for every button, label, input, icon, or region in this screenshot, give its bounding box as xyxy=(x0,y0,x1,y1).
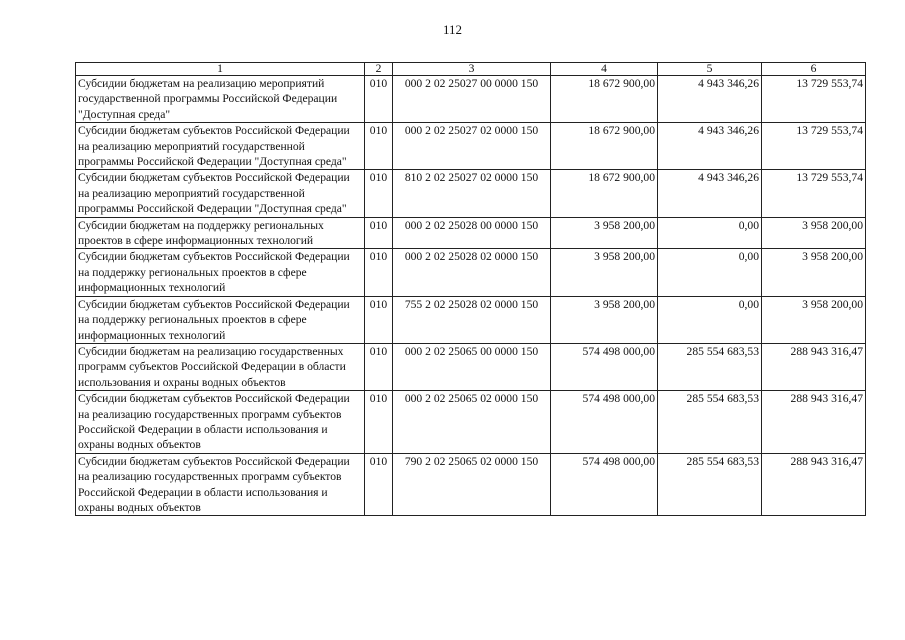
column-header-3: 3 xyxy=(393,63,551,76)
column-header-6: 6 xyxy=(762,63,866,76)
row-approved: 18 672 900,00 xyxy=(551,123,658,170)
row-executed: 285 554 683,53 xyxy=(658,391,762,454)
row-remaining: 13 729 553,74 xyxy=(762,76,866,123)
row-classification-code: 000 2 02 25028 00 0000 150 xyxy=(393,217,551,249)
table-row xyxy=(76,123,866,170)
table-row xyxy=(76,249,866,296)
row-code: 010 xyxy=(365,76,393,123)
row-classification-code: 000 2 02 25027 00 0000 150 xyxy=(393,76,551,123)
row-remaining: 3 958 200,00 xyxy=(762,249,866,296)
row-classification-code: 755 2 02 25028 02 0000 150 xyxy=(393,296,551,343)
row-name: Субсидии бюджетам субъектов Российской Федерации на реализацию мероприятий государственной программы Российской Федерации "Доступная среда" xyxy=(76,123,365,170)
row-code: 010 xyxy=(365,123,393,170)
row-name: Субсидии бюджетам субъектов Российской Федерации на поддержку региональных проектов в сфере информационных технологий xyxy=(76,296,365,343)
row-executed: 4 943 346,26 xyxy=(658,76,762,123)
row-classification-code: 000 2 02 25065 00 0000 150 xyxy=(393,343,551,390)
row-executed: 0,00 xyxy=(658,217,762,249)
row-approved: 18 672 900,00 xyxy=(551,170,658,217)
row-executed: 0,00 xyxy=(658,296,762,343)
row-executed: 4 943 346,26 xyxy=(658,170,762,217)
row-name: Субсидии бюджетам субъектов Российской Федерации на поддержку региональных проектов в сфере информационных технологий xyxy=(76,249,365,296)
row-approved: 574 498 000,00 xyxy=(551,391,658,454)
row-executed: 4 943 346,26 xyxy=(658,123,762,170)
row-name: Субсидии бюджетам субъектов Российской Федерации на реализацию государственных программ субъектов Российской Федерации в области использования и охраны водных объектов xyxy=(76,453,365,516)
column-header-5: 5 xyxy=(658,63,762,76)
row-code: 010 xyxy=(365,391,393,454)
row-executed: 0,00 xyxy=(658,249,762,296)
table-header-row xyxy=(76,63,866,76)
row-remaining: 13 729 553,74 xyxy=(762,170,866,217)
row-classification-code: 810 2 02 25027 02 0000 150 xyxy=(393,170,551,217)
row-name: Субсидии бюджетам на реализацию мероприятий государственной программы Российской Федерации "Доступная среда" xyxy=(76,76,365,123)
table-row xyxy=(76,76,866,123)
row-code: 010 xyxy=(365,249,393,296)
table-row xyxy=(76,343,866,390)
row-remaining: 288 943 316,47 xyxy=(762,453,866,516)
row-classification-code: 000 2 02 25027 02 0000 150 xyxy=(393,123,551,170)
row-name: Субсидии бюджетам субъектов Российской Федерации на реализацию мероприятий государственной программы Российской Федерации "Доступная среда" xyxy=(76,170,365,217)
row-approved: 574 498 000,00 xyxy=(551,343,658,390)
row-remaining: 288 943 316,47 xyxy=(762,391,866,454)
row-approved: 574 498 000,00 xyxy=(551,453,658,516)
row-classification-code: 000 2 02 25065 02 0000 150 xyxy=(393,391,551,454)
column-header-2: 2 xyxy=(365,63,393,76)
row-approved: 18 672 900,00 xyxy=(551,76,658,123)
row-classification-code: 790 2 02 25065 02 0000 150 xyxy=(393,453,551,516)
row-approved: 3 958 200,00 xyxy=(551,249,658,296)
row-name: Субсидии бюджетам субъектов Российской Федерации на реализацию государственных программ субъектов Российской Федерации в области использования и охраны водных объектов xyxy=(76,391,365,454)
row-remaining: 3 958 200,00 xyxy=(762,296,866,343)
row-remaining: 13 729 553,74 xyxy=(762,123,866,170)
row-code: 010 xyxy=(365,217,393,249)
table-row xyxy=(76,453,866,516)
budget-table xyxy=(75,62,866,516)
column-header-4: 4 xyxy=(551,63,658,76)
row-approved: 3 958 200,00 xyxy=(551,217,658,249)
column-header-1: 1 xyxy=(76,63,365,76)
table-row xyxy=(76,296,866,343)
row-remaining: 3 958 200,00 xyxy=(762,217,866,249)
table-row xyxy=(76,170,866,217)
row-name: Субсидии бюджетам на поддержку региональных проектов в сфере информационных технологий xyxy=(76,217,365,249)
row-classification-code: 000 2 02 25028 02 0000 150 xyxy=(393,249,551,296)
page-number: 112 xyxy=(442,22,463,37)
table-row xyxy=(76,217,866,249)
row-code: 010 xyxy=(365,453,393,516)
row-executed: 285 554 683,53 xyxy=(658,343,762,390)
row-executed: 285 554 683,53 xyxy=(658,453,762,516)
row-code: 010 xyxy=(365,170,393,217)
table-row xyxy=(76,391,866,454)
row-code: 010 xyxy=(365,296,393,343)
row-approved: 3 958 200,00 xyxy=(551,296,658,343)
row-remaining: 288 943 316,47 xyxy=(762,343,866,390)
row-code: 010 xyxy=(365,343,393,390)
row-name: Субсидии бюджетам на реализацию государственных программ субъектов Российской Федерации в области использования и охраны водных объектов xyxy=(76,343,365,390)
